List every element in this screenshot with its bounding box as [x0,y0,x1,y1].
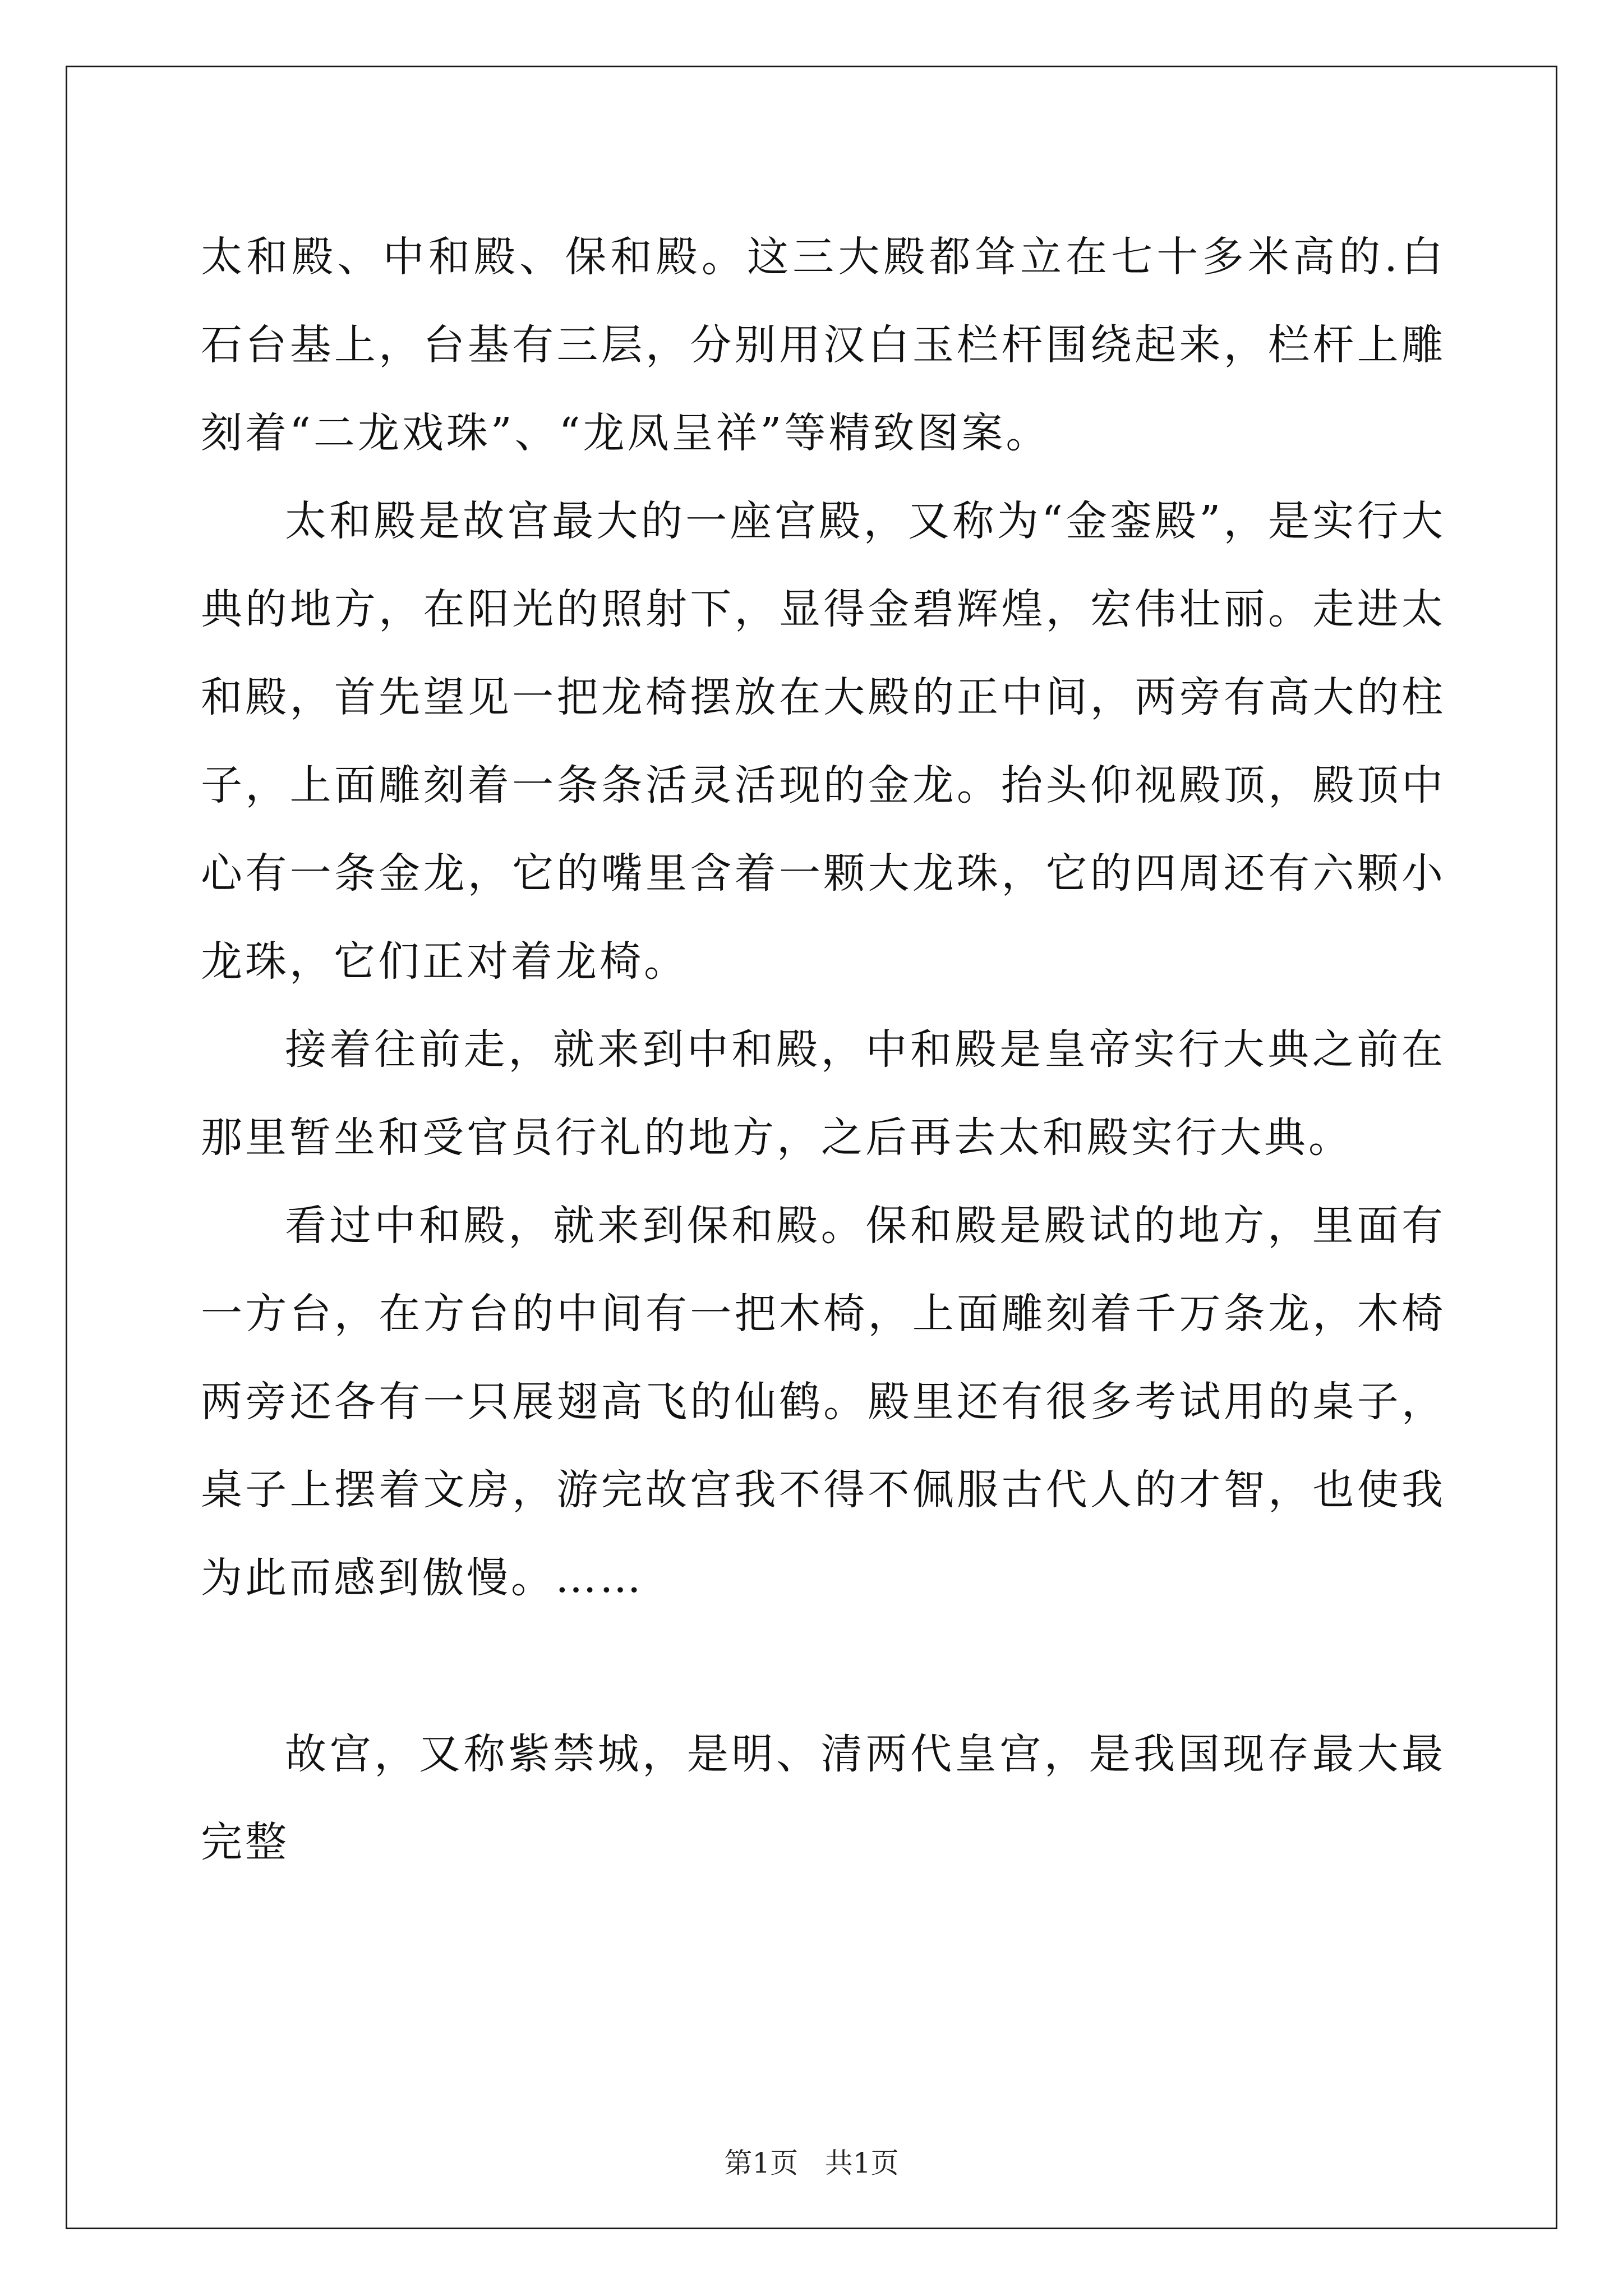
paragraph-taihe-hall: 太和殿是故宫最大的一座宫殿，又称为“金銮殿”，是实行大典的地方，在阳光的照射下，显得金碧辉煌，宏伟壮丽。走进太和殿，首先望见一把龙椅摆放在大殿的正中间，两旁有高大的柱子，上面雕刻着一条条活灵活现的金龙。抬头仰视殿顶，殿顶中心有一条金龙，它的嘴里含着一颗大龙珠，它的四周还有六颗小龙珠，它们正对着龙椅。 [201,497,1446,986]
paragraph-zhonghe-hall: 接着往前走，就来到中和殿，中和殿是皇帝实行大典之前在那里暂坐和受官员行礼的地方，之后再去太和殿实行大典。 [201,1025,1446,1162]
document-body [201,213,1446,1887]
paragraph-forbidden-city: 故宫，又称紫禁城，是明、清两代皇宫，是我国现存最大最完整 [201,1730,1446,1866]
paragraph-spacer [201,1622,1446,1710]
paragraph-three-halls: 太和殿、中和殿、保和殿。这三大殿都耸立在七十多米高的.白石台基上，台基有三层，分别用汉白玉栏杆围绕起来，栏杆上雕刻着“二龙戏珠”、“龙凤呈祥”等精致图案。 [201,233,1446,457]
paragraph-baohe-hall: 看过中和殿，就来到保和殿。保和殿是殿试的地方，里面有一方台，在方台的中间有一把木椅，上面雕刻着千万条龙，木椅两旁还各有一只展翅高飞的仙鹤。殿里还有很多考试用的桌子，桌子上摆着文房，游完故宫我不得不佩服古代人的才智，也使我为此而感到傲慢。…… [201,1202,1446,1602]
page-footer: 第1页 共1页 [724,2147,899,2179]
